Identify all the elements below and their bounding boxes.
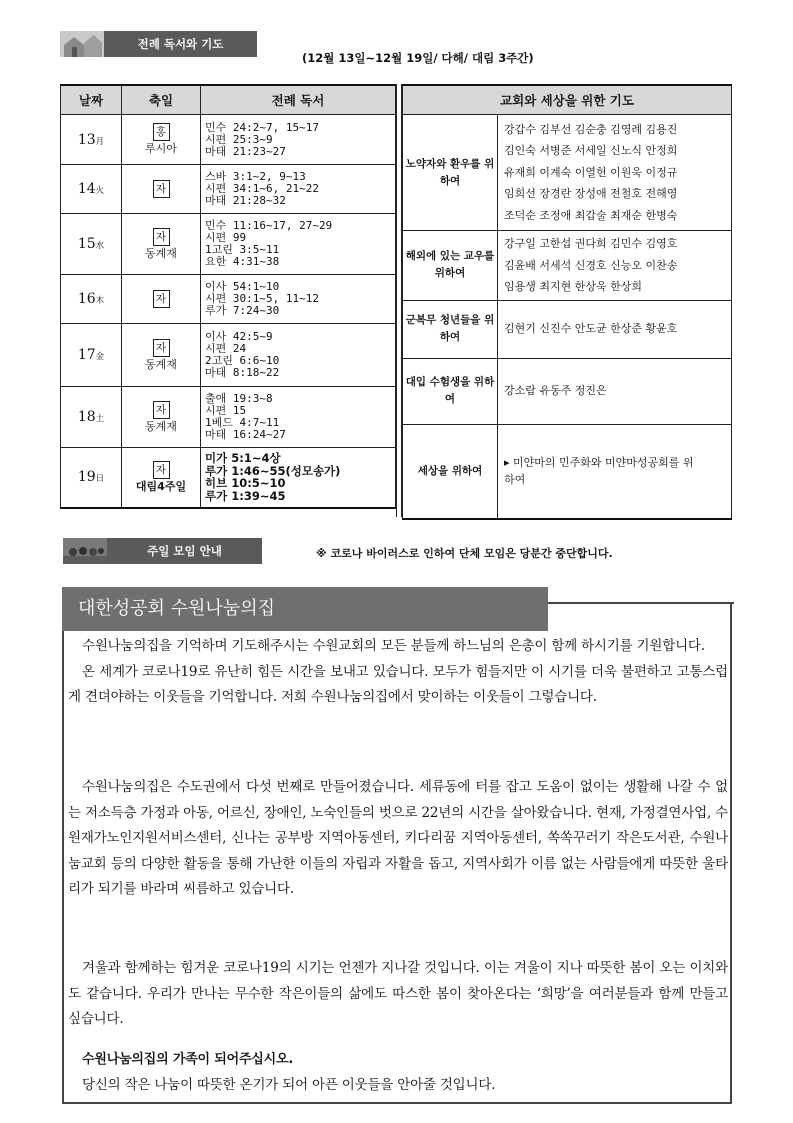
closing-bold: 수원나눔의집의 가족이 되어주십시오. (82, 1052, 294, 1067)
date-cell (61, 275, 122, 324)
table-row (61, 165, 396, 214)
readings-cell (201, 165, 396, 214)
article-title: 대한성공회 수원나눔의집 (62, 587, 548, 631)
date-day: 17 (77, 347, 96, 363)
article-closing (68, 1047, 728, 1098)
date-range-note: (12월 13일~12월 19일/ 다해/ 대림 3주간) (302, 51, 534, 65)
reading-line: 스바 3:1~2, 9~13 (205, 170, 306, 183)
col-header-readings: 전례 독서 (201, 85, 396, 115)
name-line: 임용생 최지현 한상욱 한상희 (504, 280, 643, 293)
table-row (403, 424, 732, 519)
date-cell (61, 387, 122, 448)
article-paragraph-2 (68, 775, 728, 903)
date-day: 16 (77, 291, 96, 307)
date-weekday: 土 (95, 414, 105, 424)
reading-line: 마태 8:18~22 (205, 366, 280, 379)
reading-line: 민수 11:16~17, 27~29 (205, 219, 333, 232)
name-line: 유재희 이계숙 이열헌 이원욱 이정규 (504, 165, 678, 179)
prayer-table (402, 84, 732, 520)
reading-line: 시편 24 (205, 342, 247, 355)
section-title-meeting: 주일 모임 안내 (107, 538, 262, 564)
section-title-liturgy: 전례 독서와 기도 (104, 31, 257, 57)
prayer-category: 노약자와 환우를 위하여 (403, 115, 498, 231)
liturgical-color-mark: 자 (153, 461, 170, 479)
reading-line: 1고린 3:5~11 (205, 243, 280, 256)
reading-line: 이사 54:1~10 (205, 280, 280, 293)
reading-line: 시편 25:3~9 (205, 132, 273, 146)
date-weekday: 火 (95, 186, 105, 196)
name-line: 강갑수 김부선 김순충 김영례 김용진 (504, 122, 678, 136)
reading-line: 히브 10:5~10 (205, 476, 286, 491)
date-weekday: 金 (95, 352, 105, 362)
table-row (61, 387, 396, 448)
reading-line: 루가 1:46~55(성모송가) (205, 463, 341, 478)
readings-cell (201, 214, 396, 275)
col-header-date: 날짜 (61, 85, 122, 115)
paragraph-text: 수원나눔의집은 수도권에서 다섯 번째로 만들어졌습니다. 세류동에 터를 잡고 도움이 없이는 생활해 나갈 수 없는 저소득층 가정과 아동, 어르신, 장애인, 노숙인들의 벗으로 22년의 시간을 살아왔습니다. 현재, 가정결연사업, 수원재가노인지원서비스센터, 신나는 공부방 지역아동센터, 키다리꿈 지역아동센터, 쏙쏙꾸러기 작은도서관, 수원나눔교회 등의 다양한 활동을 통해 가난한 이들의 자립과 자활을 돕고, 지역사회가 이름 없는 사람들에게 따뜻한 울타리가 되기를 바라며 씨름하고 있습니다. (68, 779, 728, 897)
article-paragraph-3 (68, 956, 728, 1033)
prayer-names (498, 231, 732, 301)
liturgical-color-mark: 자 (153, 290, 170, 308)
date-cell (61, 214, 122, 275)
liturgical-color-mark: 자 (153, 401, 170, 419)
reading-line: 마태 21:28~32 (205, 194, 286, 207)
name-line: 김현기 신진수 안도균 한상준 황윤호 (504, 322, 678, 336)
name-line: 하여 (504, 473, 526, 487)
name-line: 강소람 유동주 정진은 (504, 384, 607, 398)
reading-line: 민수 24:2~7, 15~17 (205, 120, 319, 134)
liturgical-color-mark: 자 (153, 228, 170, 246)
reading-line: 2고린 6:6~10 (205, 354, 280, 367)
name-line: ▸ 미얀마의 민주화와 미얀마성공회를 위 (504, 456, 694, 470)
readings-cell (201, 115, 396, 165)
feast-name: 대림4주일 (135, 479, 187, 493)
reading-line: 요한 4:31~38 (205, 255, 280, 268)
table-row (403, 115, 732, 231)
reading-line: 루가 7:24~30 (205, 304, 280, 317)
name-line: 강구일 고한섭 권다희 김민수 김영호 (504, 237, 678, 250)
col-header-feast: 축일 (122, 85, 201, 115)
date-weekday: 木 (95, 296, 105, 306)
liturgical-color-mark: 자 (153, 339, 170, 357)
meeting-thumbnail (63, 538, 107, 564)
date-cell (61, 115, 122, 165)
feast-cell (122, 214, 201, 275)
table-row (61, 448, 396, 508)
prayer-category: 군복무 청년들을 위하여 (403, 300, 498, 358)
reading-line: 이사 42:5~9 (205, 330, 273, 343)
paragraph-text: 겨울과 함께하는 힘겨운 코로나19의 시기는 언젠가 지나갈 것입니다. 이는 겨울이 지나 따뜻한 봄이 오는 이치와도 같습니다. 우리가 만나는 무수한 작은이들의 삶에도 따스한 봄이 찾아온다는 ‘희망’을 여러분들과 함께 만들고 싶습니다. (68, 960, 728, 1027)
prayer-category: 세상을 위하여 (403, 424, 498, 519)
reading-line: 1베드 4:7~11 (205, 416, 280, 429)
feast-cell (122, 324, 201, 387)
date-cell (61, 165, 122, 214)
feast-cell (122, 115, 201, 165)
prayer-names (498, 358, 732, 424)
reading-line: 마태 21:23~27 (205, 144, 286, 158)
reading-line: 출애 19:3~8 (205, 392, 273, 405)
readings-cell (201, 324, 396, 387)
reading-line: 시편 15 (205, 404, 247, 417)
table-row (61, 275, 396, 324)
feast-name: 동계재 (145, 246, 177, 260)
readings-cell (201, 448, 396, 508)
feast-name: 루시아 (145, 142, 177, 155)
prayer-names (498, 424, 732, 519)
date-day: 15 (77, 236, 96, 252)
date-weekday: 水 (95, 241, 105, 251)
feast-name: 동계재 (145, 357, 177, 371)
table-row (61, 324, 396, 387)
readings-cell (201, 387, 396, 448)
name-line: 조덕순 조정애 최갑술 최재순 한병숙 (504, 208, 678, 222)
date-weekday: 月 (95, 136, 105, 147)
church-thumbnail (60, 31, 104, 57)
reading-line: 시편 30:1~5, 11~12 (205, 292, 319, 305)
reading-line: 미가 5:1~4상 (205, 451, 281, 466)
prayer-category: 해외에 있는 교우를 위하여 (403, 231, 498, 301)
feast-cell (122, 448, 201, 508)
name-line: 김인숙 서병준 서세일 신노식 안정희 (504, 144, 678, 158)
liturgy-table (60, 84, 396, 509)
paragraph-text: 온 세계가 코로나19로 유난히 힘든 시간을 보내고 있습니다. 모두가 힘들지만 이 시기를 더욱 불편하고 고통스럽게 견뎌야하는 이웃들을 기억합니다. 저희 수원나눔의집에서 맞이하는 이웃들이 그렇습니다. (68, 663, 728, 705)
feast-cell (122, 275, 201, 324)
date-cell (61, 448, 122, 508)
prayer-names (498, 115, 732, 231)
prayer-category: 대입 수험생을 위하여 (403, 358, 498, 424)
reading-line: 시편 34:1~6, 21~22 (205, 182, 319, 195)
paragraph-text: 수원나눔의집을 기억하며 기도해주시는 수원교회의 모든 분들께 하느님의 은총이 함께 하시기를 기원합니다. (82, 638, 705, 654)
reading-line: 루가 1:39~45 (205, 488, 286, 503)
col-header-prayer: 교회와 세상을 위한 기도 (403, 85, 732, 115)
name-line: 임희선 장경란 장성애 전철호 전해영 (504, 187, 678, 201)
liturgical-color-mark: 홍 (153, 123, 170, 141)
reading-line: 마태 16:24~27 (205, 428, 286, 441)
closing-text: 당신의 작은 나눔이 따뜻한 온기가 되어 아픈 이웃들을 안아줄 것입니다. (82, 1076, 496, 1093)
liturgical-color-mark: 자 (153, 180, 170, 198)
table-row (403, 358, 732, 424)
table-row (61, 214, 396, 275)
table-row (403, 231, 732, 301)
date-day: 18 (77, 409, 96, 425)
reading-line: 시편 99 (205, 231, 247, 244)
table-row (61, 115, 396, 165)
date-cell (61, 324, 122, 387)
prayer-names (498, 300, 732, 358)
date-weekday: 日 (95, 474, 105, 485)
feast-cell (122, 165, 201, 214)
feast-cell (122, 387, 201, 448)
date-day: 14 (77, 181, 96, 197)
readings-cell (201, 275, 396, 324)
covid-notice: ※ 코로나 바이러스로 인하여 단체 모임은 당분간 중단합니다. (316, 547, 613, 560)
feast-name: 동계재 (145, 419, 177, 433)
date-day: 13 (77, 131, 96, 148)
date-day: 19 (77, 469, 96, 486)
article-paragraph-1 (68, 634, 728, 711)
article-frame-top (546, 602, 734, 604)
table-row (403, 300, 732, 358)
name-line: 김윤배 서세석 신경호 신능오 이찬송 (504, 258, 678, 272)
